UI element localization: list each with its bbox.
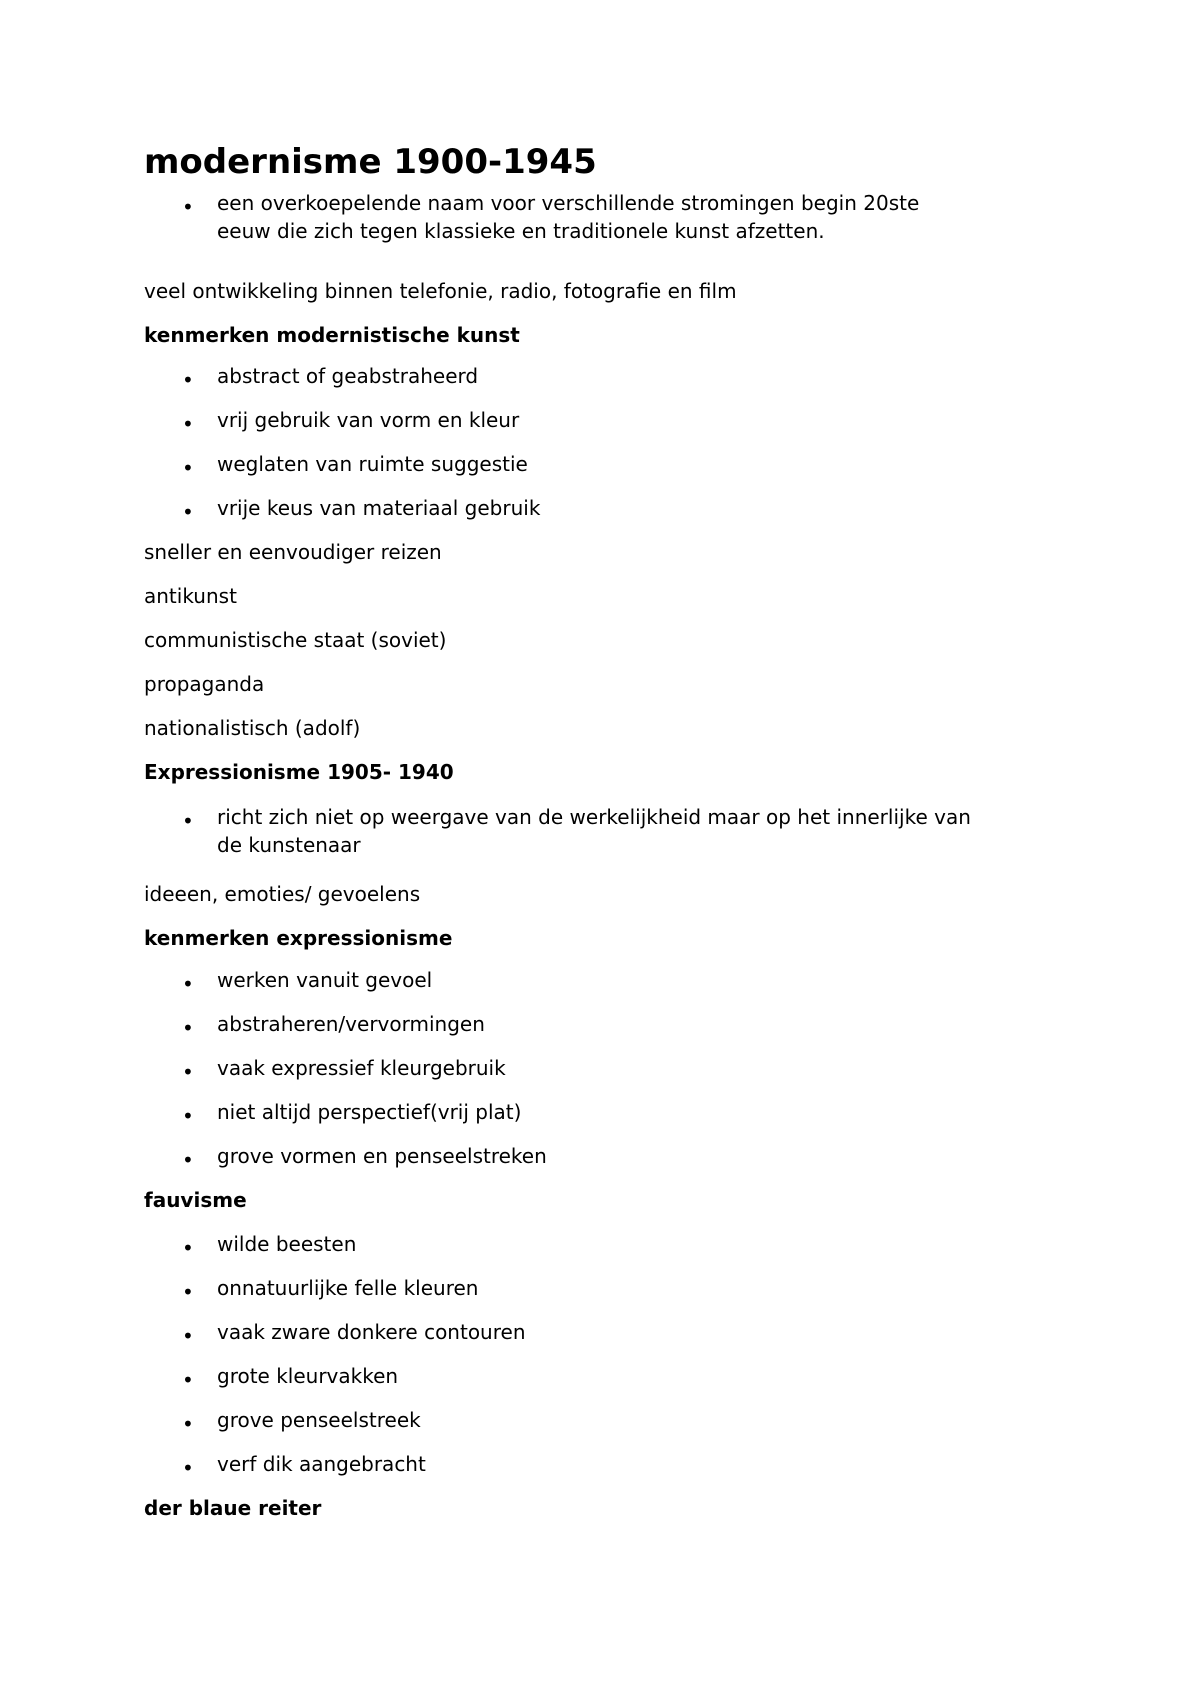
list-item: wilde beesten xyxy=(217,1232,357,1256)
text-line-ontwikkeling: veel ontwikkeling binnen telefonie, radio, fotografie en film xyxy=(144,279,737,303)
list-item: abstract of geabstraheerd xyxy=(217,364,479,388)
heading-kenmerken-modernistische-kunst: kenmerken modernistische kunst xyxy=(144,323,520,347)
bullet-icon: • xyxy=(182,1368,194,1392)
list-item: niet altijd perspectief(vrij plat) xyxy=(217,1100,522,1124)
text-line: sneller en eenvoudiger reizen xyxy=(144,540,442,564)
heading-expressionisme: Expressionisme 1905- 1940 xyxy=(144,760,454,784)
bullet-icon: • xyxy=(182,972,194,996)
list-item: vrij gebruik van vorm en kleur xyxy=(217,408,520,432)
list-item: werken vanuit gevoel xyxy=(217,968,433,992)
text-line: nationalistisch (adolf) xyxy=(144,716,361,740)
list-item: vaak zware donkere contouren xyxy=(217,1320,526,1344)
intro-bullet-text xyxy=(217,189,1017,245)
list-item: weglaten van ruimte suggestie xyxy=(217,452,528,476)
bullet-icon: • xyxy=(182,809,194,833)
intro-bullet-line-2: eeuw die zich tegen klassieke en traditionele kunst afzetten. xyxy=(217,219,825,243)
heading-kenmerken-expressionisme: kenmerken expressionisme xyxy=(144,926,453,950)
text-line: antikunst xyxy=(144,584,237,608)
bullet-icon: • xyxy=(182,1412,194,1436)
document-title: modernisme 1900-1945 xyxy=(144,142,597,182)
list-item: vrije keus van materiaal gebruik xyxy=(217,496,541,520)
list-item: vaak expressief kleurgebruik xyxy=(217,1056,506,1080)
bullet-icon: • xyxy=(182,1456,194,1480)
bullet-icon: • xyxy=(182,1324,194,1348)
bullet-icon: • xyxy=(182,500,194,524)
bullet-icon: • xyxy=(182,1148,194,1172)
bullet-icon: • xyxy=(182,368,194,392)
bullet-icon: • xyxy=(182,412,194,436)
list-item: grove penseelstreek xyxy=(217,1408,421,1432)
heading-der-blaue-reiter: der blaue reiter xyxy=(144,1496,322,1520)
expressionisme-bullet-line-1: richt zich niet op weergave van de werkelijkheid maar op het innerlijke van xyxy=(217,805,971,829)
expressionisme-bullet-text xyxy=(217,803,1017,859)
bullet-icon: • xyxy=(182,1280,194,1304)
text-line: propaganda xyxy=(144,672,265,696)
bullet-icon: • xyxy=(182,1060,194,1084)
bullet-icon: • xyxy=(182,1016,194,1040)
list-item: onnatuurlijke felle kleuren xyxy=(217,1276,479,1300)
list-item: abstraheren/vervormingen xyxy=(217,1012,485,1036)
heading-fauvisme: fauvisme xyxy=(144,1188,247,1212)
text-line-ideeen: ideeen, emoties/ gevoelens xyxy=(144,882,421,906)
list-item: grove vormen en penseelstreken xyxy=(217,1144,547,1168)
expressionisme-bullet-line-2: de kunstenaar xyxy=(217,833,361,857)
bullet-icon: • xyxy=(182,1236,194,1260)
list-item: grote kleurvakken xyxy=(217,1364,399,1388)
bullet-icon: • xyxy=(182,456,194,480)
bullet-icon: • xyxy=(182,195,194,219)
intro-bullet-line-1: een overkoepelende naam voor verschillende stromingen begin 20ste xyxy=(217,191,920,215)
bullet-icon: • xyxy=(182,1104,194,1128)
text-line: communistische staat (soviet) xyxy=(144,628,447,652)
list-item: verf dik aangebracht xyxy=(217,1452,426,1476)
